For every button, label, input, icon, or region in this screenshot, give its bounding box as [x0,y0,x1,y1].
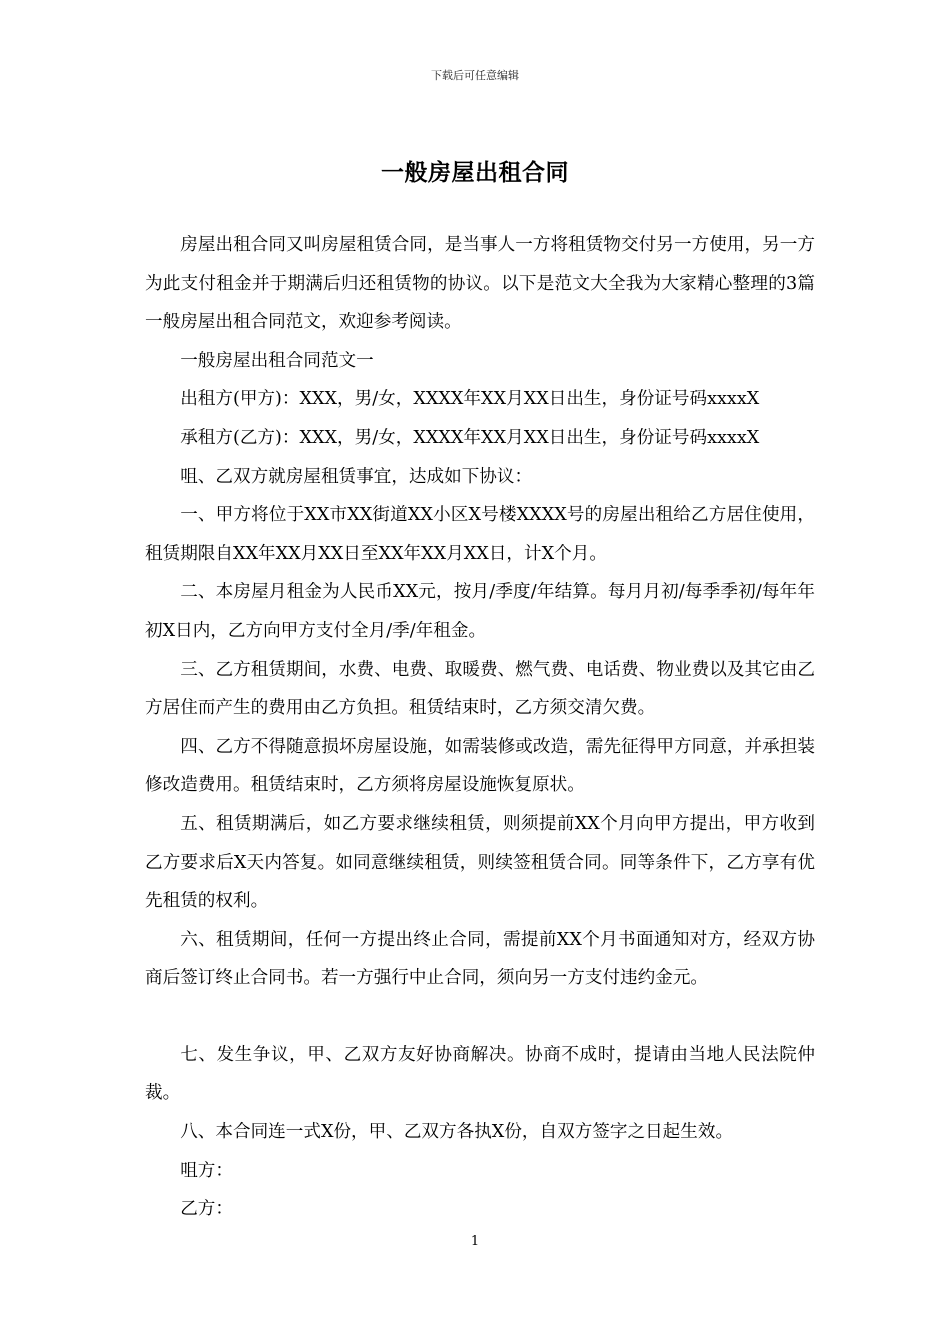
party-b-signature: 乙方： [180,1199,233,1220]
clause-1: 一、甲方将位于XX市XX街道XX小区X号楼XXXX号的房屋出租给乙方居住使用，租赁期限自XX年XX月XX日至XX年XX月XX日，计X个月。 [145,505,815,564]
lessor-line: 出租方(甲方)：XXX，男/女，XXXX年XX月XX日出生，身份证号码xxxxX [180,389,760,410]
document-title: 一般房屋出租合同 [381,159,569,186]
section-heading: 一般房屋出租合同范文一 [180,350,374,371]
document-body [145,226,815,1229]
intro-paragraph: 房屋出租合同又叫房屋租赁合同，是当事人一方将租赁物交付另一方使用，另一方为此支付租金并于期满后归还租赁物的协议。以下是范文大全我为大家精心整理的3篇一般房屋出租合同范文，欢迎参考阅读。 [145,235,815,333]
clause-3: 三、乙方租赁期间，水费、电费、取暖费、燃气费、电话费、物业费以及其它由乙方居住而产生的费用由乙方负担。租赁结束时，乙方须交清欠费。 [145,659,815,719]
header-note: 下载后可任意编辑 [431,69,519,82]
agreement-preamble: 咀、乙双方就房屋租赁事宜，达成如下协议： [180,466,533,487]
clause-8: 八、本合同连一式X份，甲、乙双方各执X份，自双方签字之日起生效。 [180,1122,734,1143]
page-number: 1 [470,1234,480,1249]
clause-6: 六、租赁期间，任何一方提出终止合同，需提前XX个月书面通知对方，经双方协商后签订终止合同书。若一方强行中止合同，须向另一方支付违约金元。 [145,929,815,989]
party-a-signature: 咀方： [180,1160,233,1181]
clause-7: 七、发生争议，甲、乙双方友好协商解决。协商不成时，提请由当地人民法院仲裁。 [145,1044,815,1104]
clause-4: 四、乙方不得随意损坏房屋设施，如需装修或改造，需先征得甲方同意，并承担装修改造费用。租赁结束时，乙方须将房屋设施恢复原状。 [145,736,815,796]
clause-2: 二、本房屋月租金为人民币XX元，按月/季度/年结算。每月月初/每季季初/每年年初X日内，乙方向甲方支付全月/季/年租金。 [145,582,815,641]
clause-5: 五、租赁期满后，如乙方要求继续租赁，则须提前XX个月向甲方提出，甲方收到乙方要求后X天内答复。如同意继续租赁，则续签租赁合同。同等条件下，乙方享有优先租赁的权利。 [145,813,815,912]
lessee-line: 承租方(乙方)：XXX，男/女，XXXX年XX月XX日出生，身份证号码xxxxX [180,427,760,448]
